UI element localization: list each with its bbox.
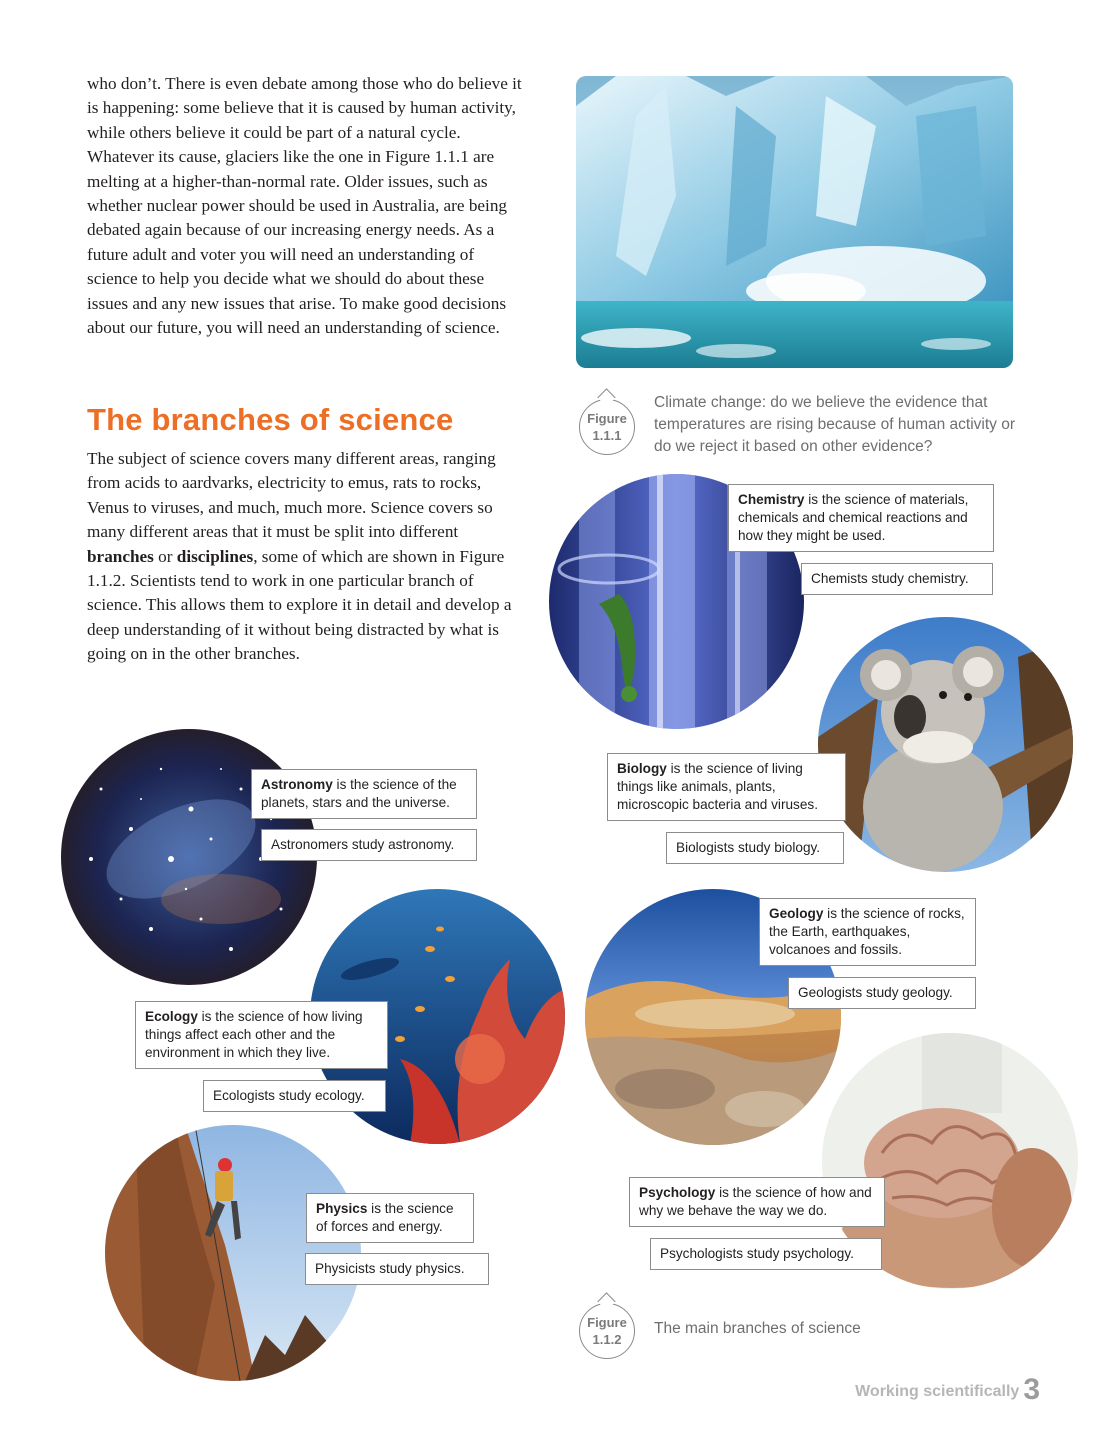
ecology-people-box (203, 1080, 386, 1112)
ecology-definition: is the science of how living things affect each other and the environment in which they live. (145, 1009, 363, 1060)
footer-title: Working scientifically (855, 1383, 1020, 1400)
chemistry-definition-box (728, 484, 994, 552)
psychology-definition-box (629, 1177, 885, 1227)
geology-definition: is the science of rocks, the Earth, earthquakes, volcanoes and fossils. (769, 906, 965, 957)
page-number: 3 (1023, 1373, 1040, 1406)
biology-people: Biologists study biology. (676, 840, 821, 855)
page-footer (855, 1373, 1040, 1407)
ecology-term: Ecology (145, 1009, 198, 1024)
ecology-definition-box (135, 1001, 388, 1069)
geology-definition-box (759, 898, 976, 966)
physics-people-box (305, 1253, 489, 1285)
physics-term: Physics (316, 1201, 368, 1216)
physics-definition-box (306, 1193, 474, 1243)
psychology-definition: is the science of how and why we behave the way we do. (639, 1185, 872, 1218)
figure-label-1-1-2 (579, 1303, 635, 1359)
biology-photo (818, 617, 1073, 872)
chemistry-term: Chemistry (738, 492, 805, 507)
astronomy-people: Astronomers study astronomy. (271, 837, 455, 852)
biology-definition-box (607, 753, 846, 821)
astronomy-term: Astronomy (261, 777, 333, 792)
figure-label-word: Figure (587, 1315, 627, 1330)
term-disciplines: disciplines (176, 546, 254, 566)
astronomy-definition-box (251, 769, 477, 819)
ecology-people: Ecologists study ecology. (213, 1088, 365, 1103)
figure-1-1-1-caption: Climate change: do we believe the evidence that temperatures are rising because of human activity or do we reject it based on other evidence? (654, 394, 1015, 455)
geology-term: Geology (769, 906, 824, 921)
physics-people: Physicists study physics. (315, 1261, 465, 1276)
chemistry-people: Chemists study chemistry. (811, 571, 969, 586)
glacier-photo (576, 76, 1013, 368)
geology-people-box (788, 977, 976, 1009)
term-branches: branches (87, 546, 154, 566)
figure-1-1-2-caption: The main branches of science (654, 1320, 861, 1337)
biology-term: Biology (617, 761, 667, 776)
astronomy-definition: is the science of the planets, stars and the universe. (261, 777, 457, 810)
psychology-people: Psychologists study psychology. (660, 1246, 854, 1261)
body-connector: or (153, 546, 177, 566)
figure-label-word: Figure (587, 411, 627, 426)
section-heading: The branches of science (87, 402, 454, 437)
psychology-term: Psychology (639, 1185, 716, 1200)
figure-label-number: 1.1.1 (592, 428, 622, 443)
psychology-people-box (650, 1238, 882, 1270)
figure-label-number: 1.1.2 (592, 1332, 622, 1347)
body-text-2: , some of which are shown in Figure 1.1.2. Scientists tend to work in one particular branch of science. This allows them to explore it in detail and develop a deep understanding of it without being distracted by what is going on in the other branches. (87, 546, 512, 664)
body-text-1: The subject of science covers many different areas, ranging from acids to aardvarks, electricity to emus, rats to rocks, Venus to viruses, and much, much more. Science covers so many different areas that it must be split into different (87, 449, 496, 542)
physics-definition: is the science of forces and energy. (316, 1201, 454, 1234)
figure-label-1-1-1 (579, 399, 635, 455)
astronomy-people-box (261, 829, 477, 861)
geology-people: Geologists study geology. (798, 985, 953, 1000)
chemistry-people-box (801, 563, 993, 595)
section-body (87, 447, 527, 667)
biology-people-box (666, 832, 844, 864)
biology-definition: is the science of living things like animals, plants, microscopic bacteria and viruses. (617, 761, 818, 812)
intro-paragraph: who don’t. There is even debate among those who do believe it is happening: some believe that it is caused by human activity, while others believe it could be part of a natural cycle. Whatever its cause, glaciers like the one in Figure 1.1.1 are melting at a higher-than-normal rate. Older issues, such as whether nuclear power should be used in Australia, are being debated again because of our increasing energy needs. As a future adult and voter you will need an understanding of science to help you decide what we should do about these issues and any new issues that arise. To make good decisions about our future, you will need an understanding of science. (87, 74, 522, 338)
chemistry-definition: is the science of materials, chemicals and chemical reactions and how they might be used. (738, 492, 969, 543)
